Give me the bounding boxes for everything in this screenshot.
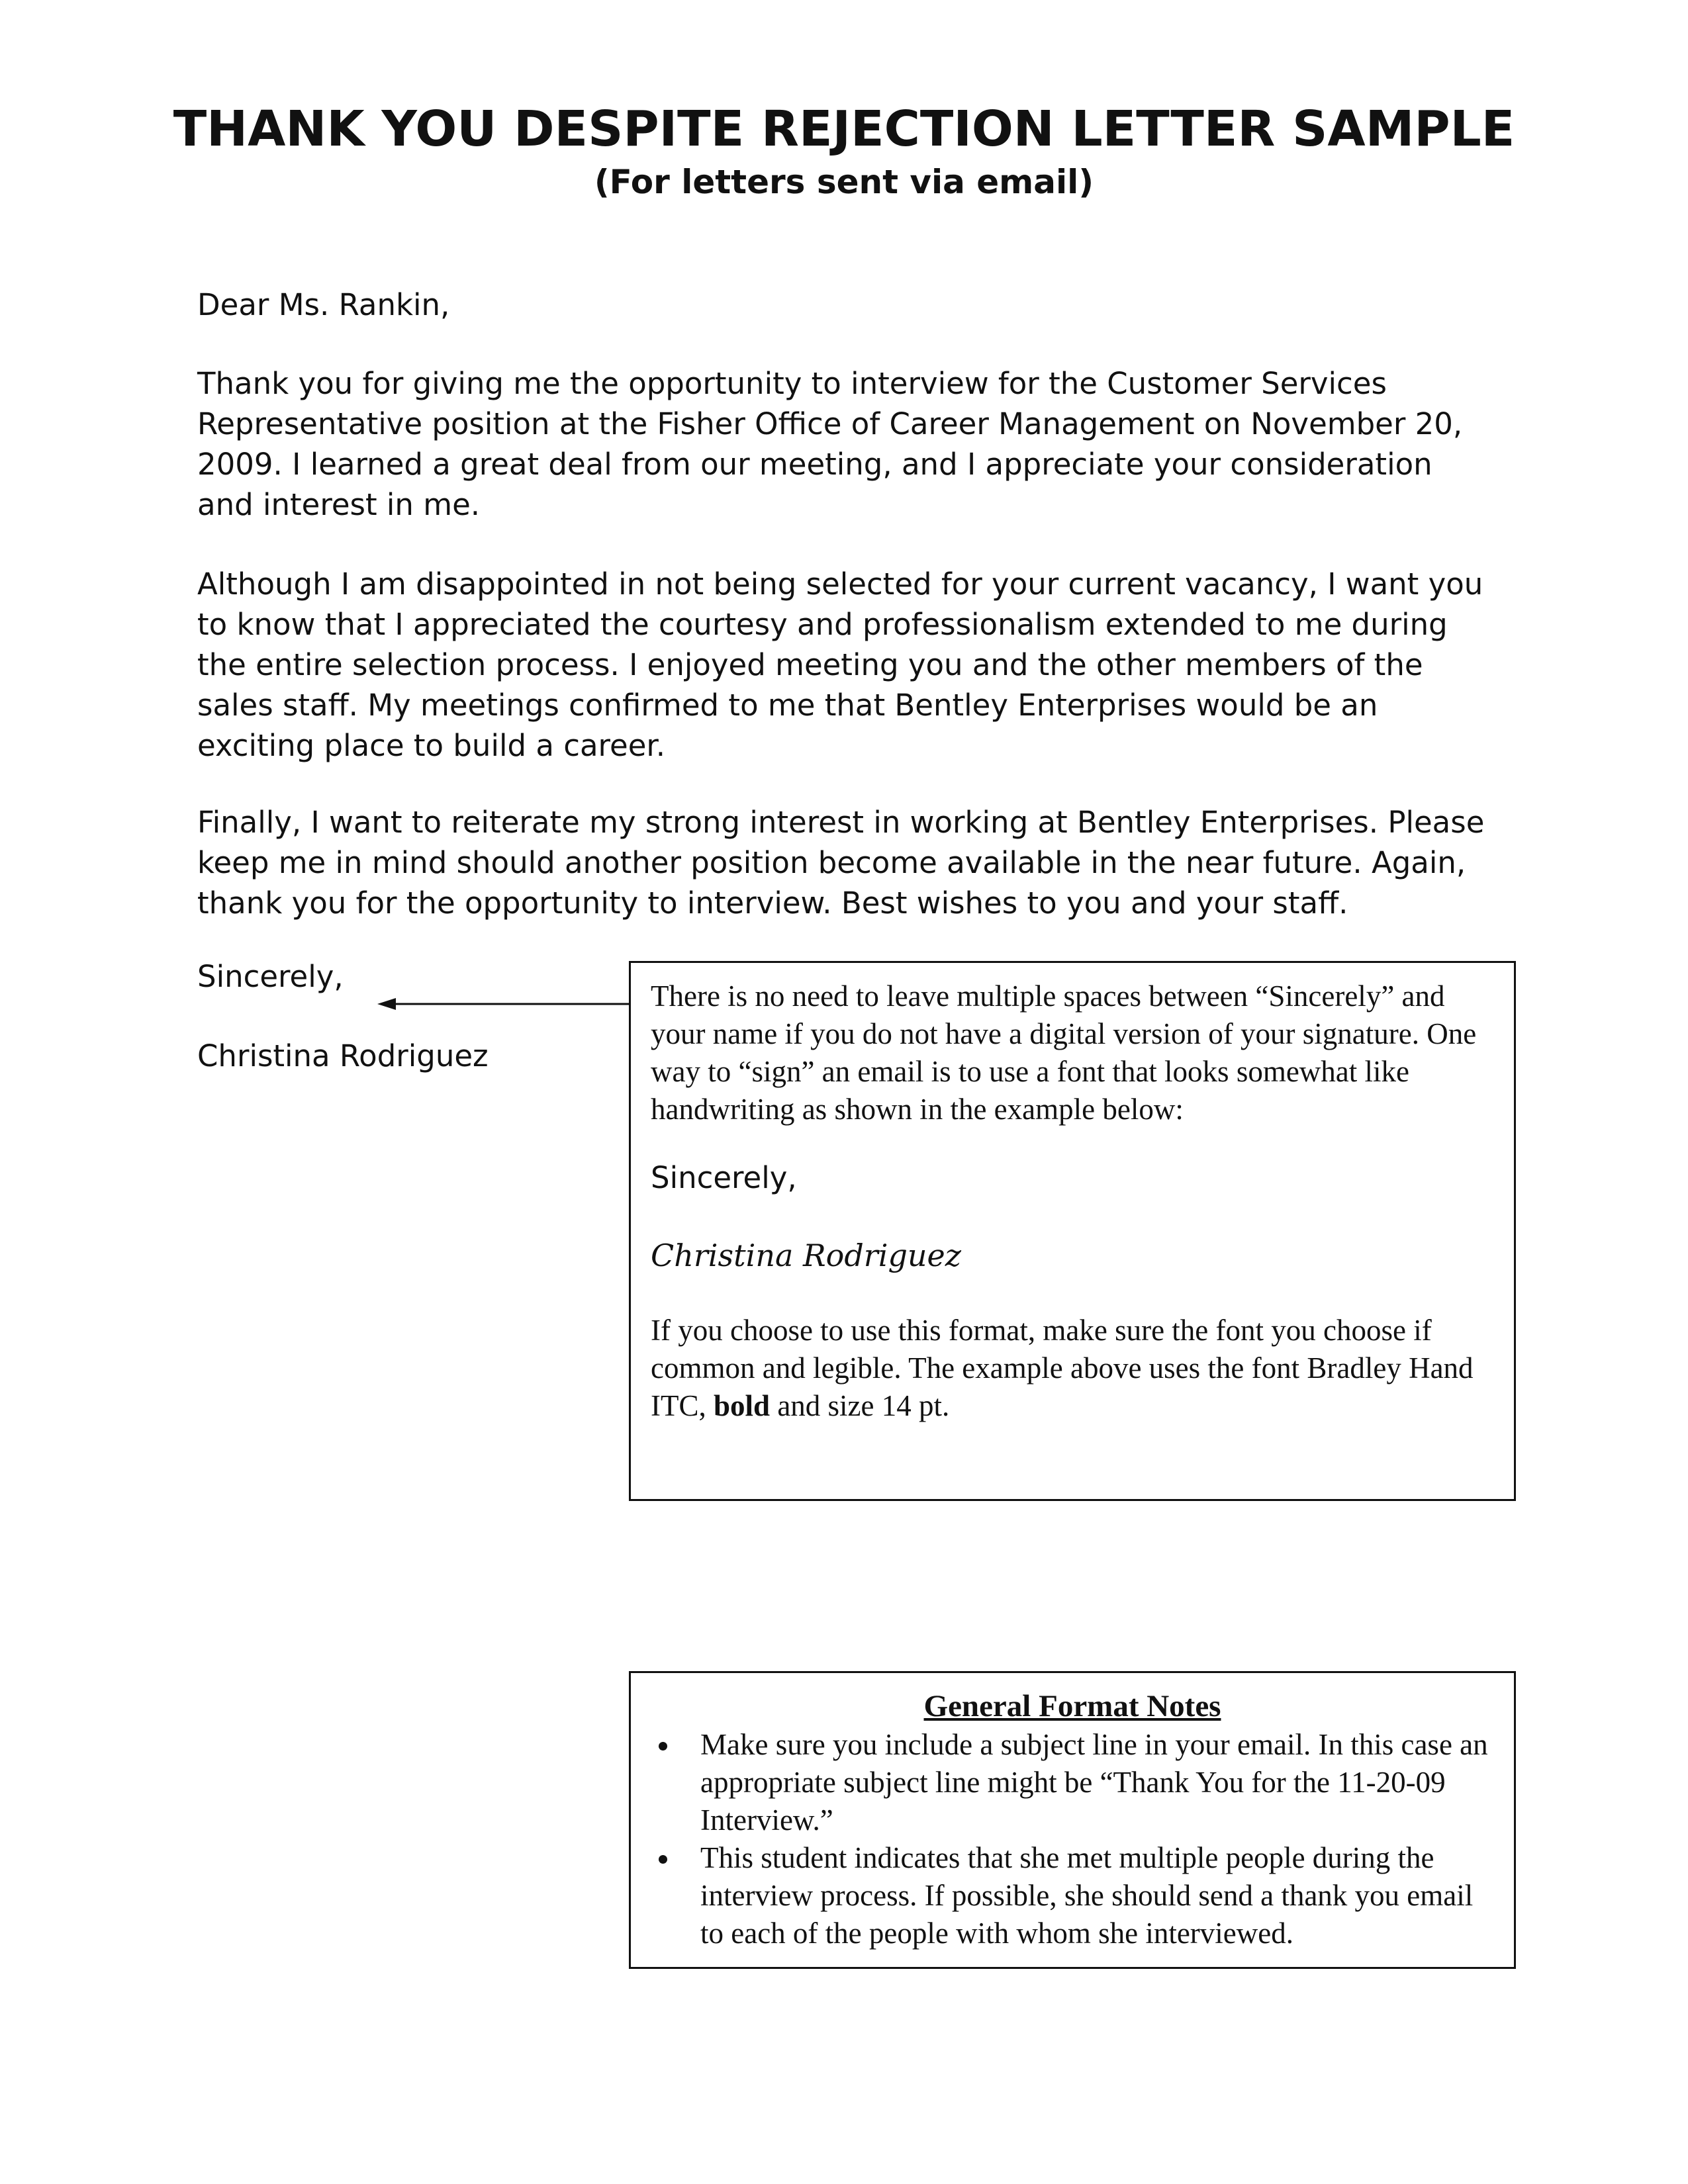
letter-paragraph-2: Although I am disappointed in not being selected for your current vacancy, I want you to know that I appreciated the courtesy and professionalism extended to me during the entire selection process. I enjoyed meeting you and the other members of the sales staff. My meetings confirmed to me that Bentley Enterprises would be an exciting place to build a career. (197, 567, 1483, 763)
list-item (651, 1726, 1494, 1839)
list-item (651, 1839, 1494, 1952)
letter-paragraph-1: Thank you for giving me the opportunity to interview for the Customer Services Representative position at the Fisher Office of Career Management on November 20, 2009. I learned a great deal from our meeting, and I appreciate your consideration and interest in me. (197, 366, 1463, 522)
arrow-left-icon (377, 994, 632, 1014)
letter-salutation: Dear Ms. Rankin, (197, 287, 450, 322)
signature-note-intro: There is no need to leave multiple spaces between “Sincerely” and your name if you do not have a digital version of your signature. One way to “sign” an email is to use a font that looks somewhat like handwriting as shown in the example below: (651, 979, 1477, 1126)
list-item-text: Make sure you include a subject line in your email. In this case an appropriate subject line might be “Thank You for the 11-20-09 Interview.” (700, 1728, 1488, 1837)
page-subtitle: (For letters sent via email) (594, 163, 1094, 201)
format-notes-box (629, 1671, 1516, 1969)
footer-text-end: and size 14 pt. (770, 1389, 950, 1422)
letter-closing: Sincerely, (197, 959, 344, 994)
bullet-icon (659, 1742, 667, 1751)
signature-note-box (629, 961, 1516, 1501)
page-title: THANK YOU DESPITE REJECTION LETTER SAMPLE (173, 101, 1515, 158)
example-closing: Sincerely, (651, 1160, 797, 1195)
bullet-icon (659, 1855, 667, 1864)
footer-bold-word: bold (714, 1389, 771, 1422)
footer-text-start: If you choose to use this format, make sure the font you choose if common and legible. The example above uses the font Bradley Hand ITC, (651, 1314, 1474, 1422)
format-notes-list (651, 1726, 1494, 1952)
letter-signature: Christina Rodriguez (197, 1038, 489, 1073)
format-notes-heading: General Format Notes (923, 1689, 1221, 1723)
signature-note-footer (651, 1312, 1494, 1425)
list-item-text: This student indicates that she met multiple people during the interview process. If possible, she should send a thank you email to each of the people with whom she interviewed. (700, 1841, 1474, 1950)
example-signature: Christina Rodriguez (651, 1238, 962, 1273)
letter-paragraph-3: Finally, I want to reiterate my strong interest in working at Bentley Enterprises. Please keep me in mind should another position become available in the near future. Again, thank you for the opportunity to interview. Best wishes to you and your staff. (197, 805, 1485, 921)
